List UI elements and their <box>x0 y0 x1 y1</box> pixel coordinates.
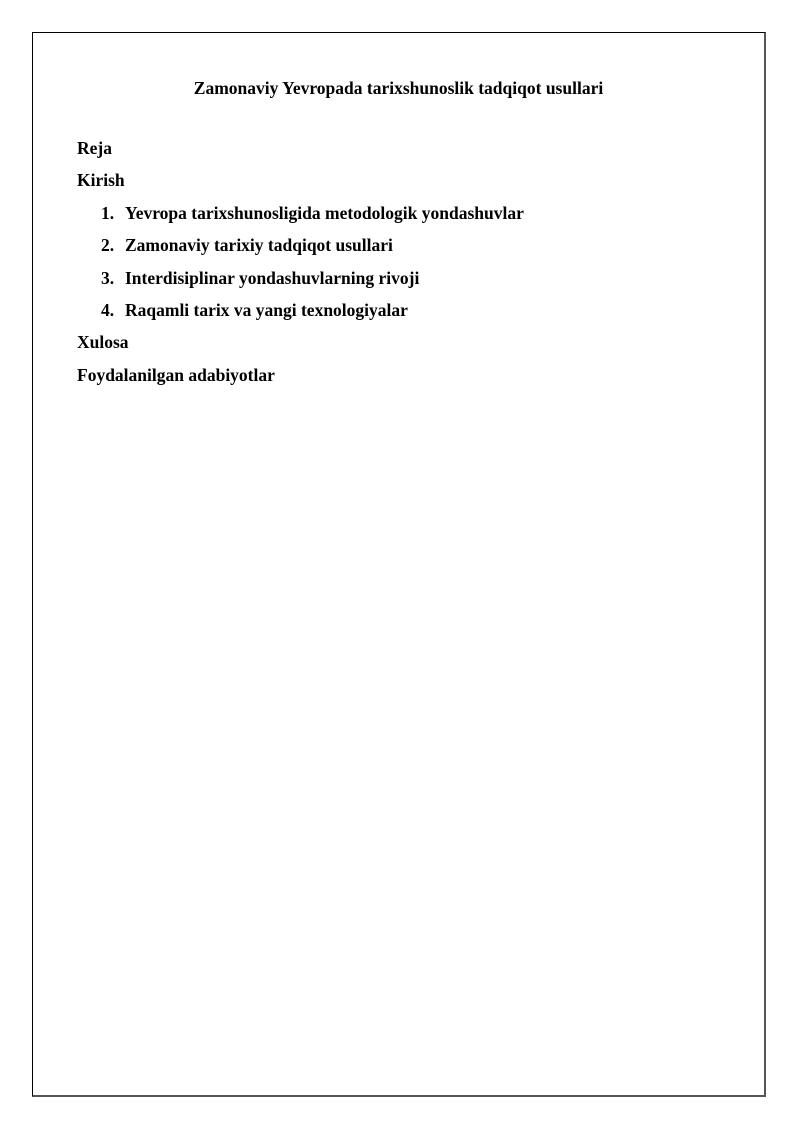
document-title: Zamonaviy Yevropada tarixshunoslik tadqiqot usullari <box>193 78 604 98</box>
list-item <box>77 299 724 331</box>
table-of-contents <box>77 137 724 396</box>
list-item <box>77 202 724 234</box>
list-item-text: Interdisiplinar yondashuvlarning rivoji <box>125 267 420 288</box>
list-item-text: Zamonaviy tarixiy tadqiqot usullari <box>125 235 393 256</box>
references-item: Foydalanilgan adabiyotlar <box>77 364 275 385</box>
list-item-number: 1. <box>101 202 115 223</box>
document-page <box>32 32 766 1097</box>
list-item-text: Yevropa tarixshunosligida metodologik yondashuvlar <box>125 202 524 223</box>
list-item <box>77 234 724 266</box>
list-item-text: Raqamli tarix va yangi texnologiyalar <box>125 299 408 320</box>
conclusion-item: Xulosa <box>77 332 129 353</box>
list-item <box>77 267 724 299</box>
list-item-number: 3. <box>101 267 115 288</box>
intro-item: Kirish <box>77 170 125 191</box>
list-item-number: 4. <box>101 299 115 320</box>
plan-heading: Reja <box>77 138 112 158</box>
list-item-number: 2. <box>101 235 115 256</box>
